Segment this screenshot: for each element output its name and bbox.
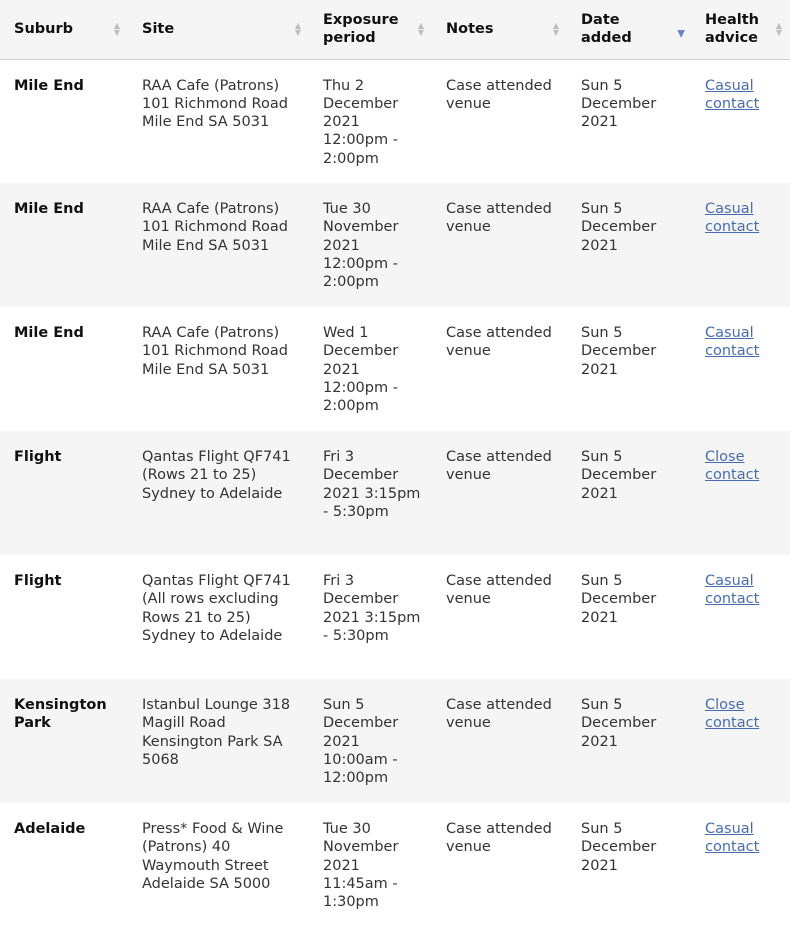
- notes-cell: Case attended venue: [446, 77, 552, 112]
- sort-icon[interactable]: ▲ ▼: [775, 21, 782, 38]
- exposure-period-cell: Thu 2 December 2021 12:00pm - 2:00pm: [323, 77, 399, 167]
- column-label: Health advice: [705, 12, 759, 47]
- suburb-cell: Mile End: [14, 77, 84, 94]
- health-advice-link[interactable]: Close contact: [705, 697, 760, 732]
- site-cell: RAA Cafe (Patrons) 101 Richmond Road Mile End SA 5031: [142, 325, 288, 378]
- column-label: Site: [142, 21, 175, 38]
- sort-icon[interactable]: ▲ ▼: [294, 21, 301, 38]
- health-advice-link[interactable]: Casual contact: [705, 77, 760, 112]
- column-header-site[interactable]: [128, 0, 309, 59]
- health-advice-link[interactable]: Close contact: [705, 449, 760, 484]
- table-row: [0, 59, 790, 183]
- notes-cell: Case attended venue: [446, 697, 552, 732]
- site-cell: RAA Cafe (Patrons) 101 Richmond Road Mile End SA 5031: [142, 201, 288, 254]
- site-cell: RAA Cafe (Patrons) 101 Richmond Road Mile End SA 5031: [142, 77, 288, 131]
- exposure-period-cell: Wed 1 December 2021 12:00pm - 2:00pm: [323, 325, 399, 415]
- health-advice-link[interactable]: Casual contact: [705, 573, 760, 608]
- suburb-cell: Mile End: [14, 201, 84, 217]
- suburb-cell: Adelaide: [14, 821, 86, 837]
- column-header-exposure-period[interactable]: [309, 0, 432, 59]
- notes-cell: Case attended venue: [446, 201, 552, 236]
- date-added-cell: Sun 5 December 2021: [581, 325, 657, 378]
- date-added-cell: Sun 5 December 2021: [581, 77, 657, 131]
- health-advice-link[interactable]: Casual contact: [705, 821, 760, 856]
- table-row: [0, 555, 790, 679]
- health-advice-cell: [691, 183, 790, 307]
- column-header-suburb[interactable]: [0, 0, 128, 59]
- suburb-cell: Kensington Park: [14, 697, 107, 732]
- table-row: [0, 307, 790, 431]
- sort-icon[interactable]: ▲ ▼: [113, 21, 120, 38]
- column-label: Exposure period: [323, 12, 399, 47]
- date-added-cell: Sun 5 December 2021: [581, 697, 657, 750]
- exposure-period-cell: Fri 3 December 2021 3:15pm - 5:30pm: [323, 449, 421, 520]
- column-header-date-added[interactable]: [567, 0, 691, 59]
- health-advice-cell: [691, 431, 790, 555]
- sort-icon[interactable]: ▲ ▼: [417, 21, 424, 38]
- column-header-health-advice[interactable]: [691, 0, 790, 59]
- exposure-period-cell: Sun 5 December 2021 10:00am - 12:00pm: [323, 697, 399, 787]
- site-cell: Qantas Flight QF741 (Rows 21 to 25) Sydney to Adelaide: [142, 449, 291, 502]
- date-added-cell: Sun 5 December 2021: [581, 821, 657, 874]
- table-row: [0, 183, 790, 307]
- health-advice-cell: [691, 679, 790, 803]
- date-added-cell: Sun 5 December 2021: [581, 201, 657, 254]
- sort-descending-icon[interactable]: ▼: [677, 28, 685, 40]
- date-added-cell: Sun 5 December 2021: [581, 573, 657, 626]
- table-row: [0, 431, 790, 555]
- site-cell: Istanbul Lounge 318 Magill Road Kensington Park SA 5068: [142, 697, 291, 768]
- exposure-period-cell: Tue 30 November 2021 12:00pm - 2:00pm: [323, 201, 399, 291]
- column-label: Notes: [446, 21, 494, 38]
- table-header-row: [0, 0, 790, 59]
- column-header-notes[interactable]: [432, 0, 567, 59]
- health-advice-cell: [691, 803, 790, 927]
- table-row: [0, 679, 790, 803]
- notes-cell: Case attended venue: [446, 573, 552, 608]
- table-row: [0, 803, 790, 927]
- suburb-cell: Flight: [14, 449, 62, 465]
- site-cell: Qantas Flight QF741 (All rows excluding Rows 21 to 25) Sydney to Adelaide: [142, 573, 291, 644]
- notes-cell: Case attended venue: [446, 449, 552, 484]
- column-label: Date added: [581, 12, 632, 47]
- health-advice-cell: [691, 59, 790, 183]
- sort-icon[interactable]: ▲ ▼: [552, 21, 559, 38]
- notes-cell: Case attended venue: [446, 821, 552, 856]
- suburb-cell: Flight: [14, 573, 62, 589]
- date-added-cell: Sun 5 December 2021: [581, 449, 657, 502]
- site-cell: Press* Food & Wine (Patrons) 40 Waymouth Street Adelaide SA 5000: [142, 821, 284, 892]
- health-advice-link[interactable]: Casual contact: [705, 325, 760, 360]
- health-advice-cell: [691, 307, 790, 431]
- health-advice-cell: [691, 555, 790, 679]
- suburb-cell: Mile End: [14, 325, 84, 341]
- health-advice-link[interactable]: Casual contact: [705, 201, 760, 236]
- exposure-period-cell: Tue 30 November 2021 11:45am - 1:30pm: [323, 821, 399, 911]
- notes-cell: Case attended venue: [446, 325, 552, 360]
- column-label: Suburb: [14, 21, 73, 38]
- exposure-period-cell: Fri 3 December 2021 3:15pm - 5:30pm: [323, 573, 421, 644]
